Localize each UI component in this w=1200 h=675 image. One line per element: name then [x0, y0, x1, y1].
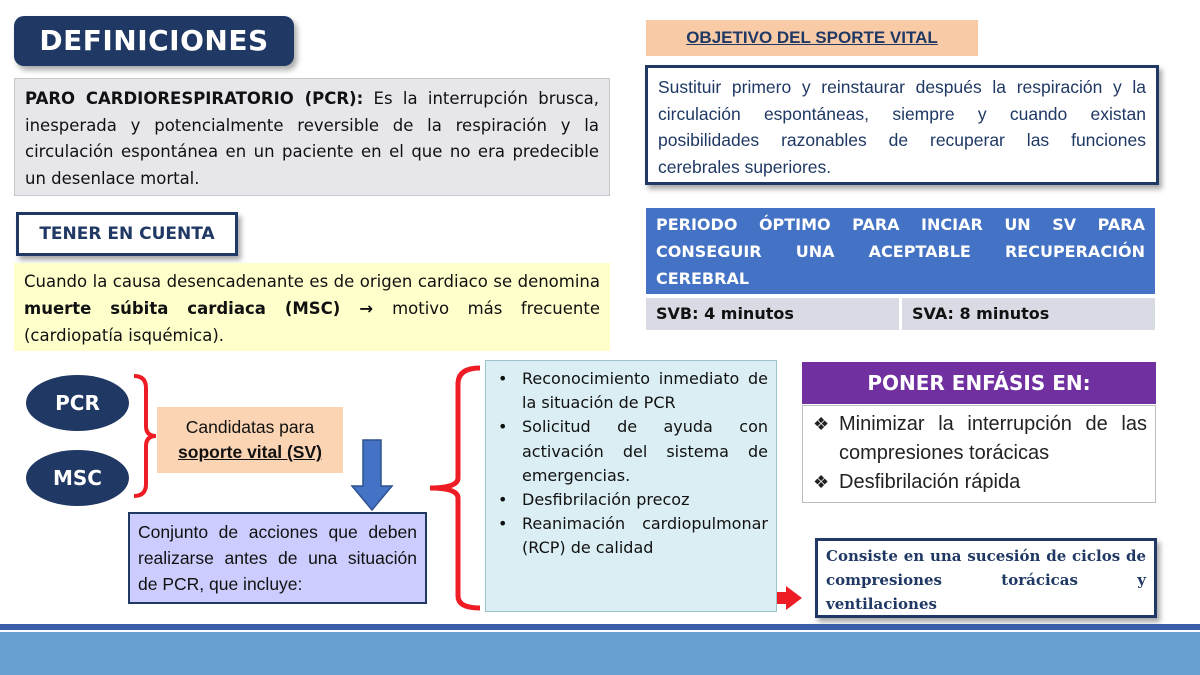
- sva-cell: SVA: 8 minutos: [902, 298, 1155, 330]
- list-item: • Solicitud de ayuda con activación del sistema de emergencias.: [496, 415, 768, 488]
- page-title: DEFINICIONES: [14, 16, 294, 66]
- tener-en-cuenta-header: TENER EN CUENTA: [16, 212, 238, 256]
- msc-highlight: muerte súbita cardiaca (MSC): [24, 299, 341, 318]
- objetivo-text: Sustituir primero y reinstaurar después la respiración y la circulación espontáneas, siempre y cuando existan posibilidades razonables de recuperar las funciones cerebrales superiores.: [645, 65, 1159, 185]
- pcr-definition-text: Es la interrupción brusca, inesperada y potencialmente reversible de la respiración y la circulación espontánea en un paciente en el que no era predecible un desenlace mortal.: [25, 89, 600, 188]
- enfasis-item: ❖ Desfibrilación rápida: [811, 468, 1147, 497]
- right-bracket-icon: [430, 368, 480, 608]
- candidatas-line-2: soporte vital (SV): [178, 442, 322, 462]
- diamond-bullet-icon: ❖: [813, 414, 830, 434]
- svb-cell: SVB: 4 minutos: [646, 298, 899, 330]
- list-item: • Desfibrilación precoz: [496, 488, 768, 512]
- candidatas-line-1: Candidatas para: [185, 417, 315, 437]
- pcr-term: PARO CARDIORESPIRATORIO (PCR):: [25, 89, 364, 108]
- actions-list: [496, 367, 768, 561]
- enfasis-item: ❖ Minimizar la interrupción de las compresiones torácicas: [811, 410, 1147, 468]
- list-item: • Reconocimiento inmediato de la situación de PCR: [496, 367, 768, 415]
- msc-text-2: motivo más frecuente (cardiopatía isquémica).: [24, 299, 600, 345]
- footer-line: [0, 624, 1200, 630]
- right-arrow-icon: →: [340, 299, 393, 318]
- diamond-bullet-icon: ❖: [813, 472, 830, 492]
- periodo-header: PERIODO ÓPTIMO PARA INCIAR UN SV PARA CONSEGUIR UNA ACEPTABLE RECUPERACIÓN CEREBRAL: [646, 208, 1155, 294]
- candidatas-box: [157, 407, 343, 473]
- consiste-box: Consiste en una sucesión de ciclos de compresiones torácicas y ventilaciones: [815, 538, 1157, 618]
- footer-bar: [0, 632, 1200, 675]
- conjunto-box: Conjunto de acciones que deben realizarse antes de una situación de PCR, que incluye:: [128, 512, 427, 604]
- actions-list-box: [485, 360, 777, 612]
- pcr-oval: PCR: [26, 375, 129, 431]
- objetivo-header: OBJETIVO DEL SPORTE VITAL: [646, 20, 978, 56]
- msc-text-1: Cuando la causa desencadenante es de origen cardiaco se denomina: [24, 272, 600, 291]
- enfasis-header: PONER ENFÁSIS EN:: [802, 362, 1156, 404]
- enfasis-box: [802, 405, 1156, 503]
- left-bracket-icon: [134, 376, 156, 496]
- list-item: • Reanimación cardiopulmonar (RCP) de calidad: [496, 512, 768, 560]
- msc-oval: MSC: [26, 450, 129, 506]
- down-arrow-icon: [352, 440, 392, 510]
